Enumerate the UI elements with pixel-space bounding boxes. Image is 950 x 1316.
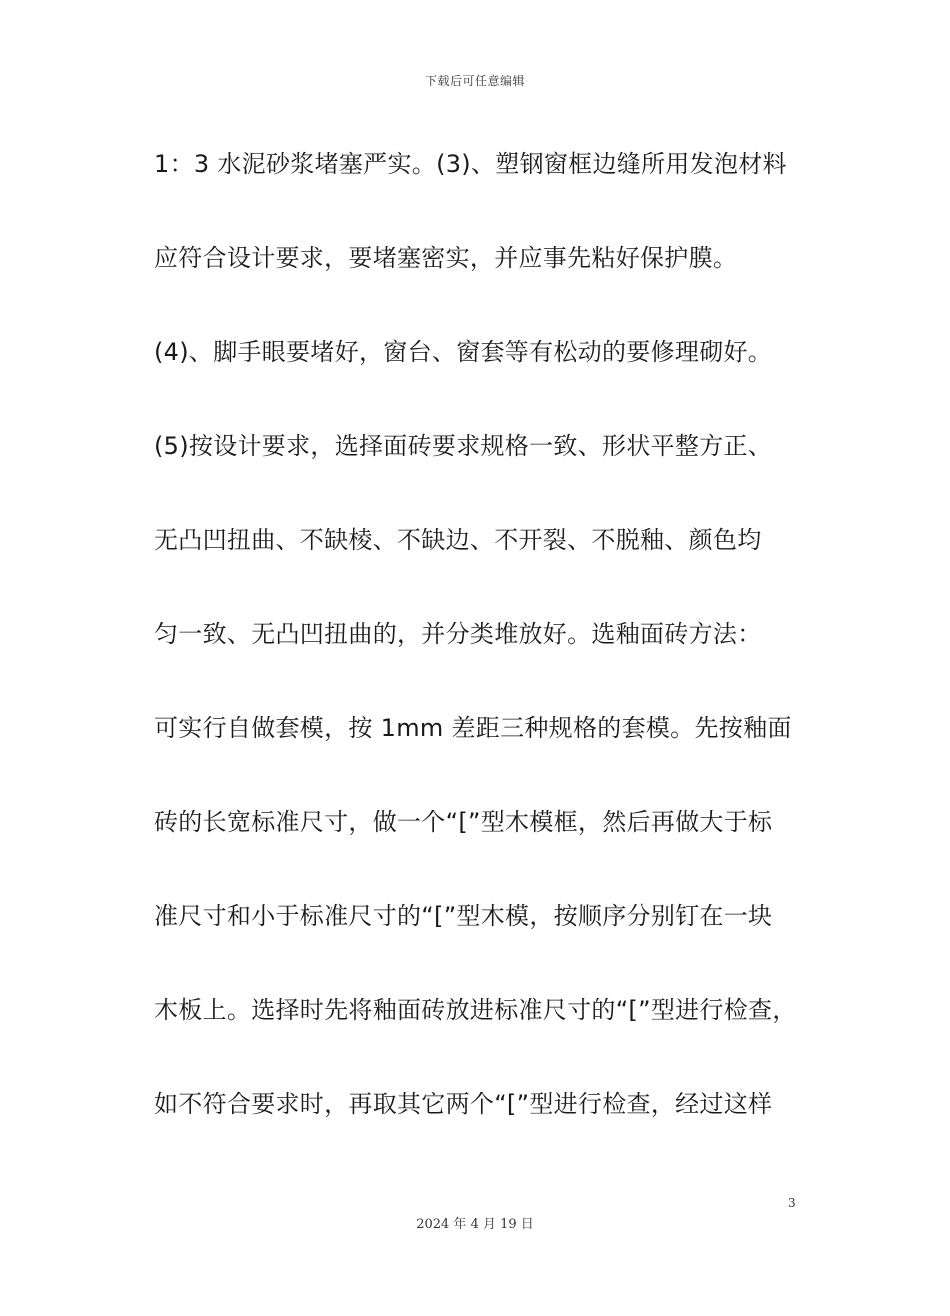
footer-date: 2024 年 4 月 19 日 xyxy=(416,1217,534,1232)
text-line: 应符合设计要求，要堵塞密实，并应事先粘好保护膜。 xyxy=(154,244,738,272)
text-line: (4)、脚手眼要堵好，窗台、窗套等有松动的要修理砌好。 xyxy=(154,338,773,366)
page-number: 3 xyxy=(788,1196,796,1210)
text-line: 准尺寸和小于标准尺寸的“[”型木模，按顺序分别钉在一块 xyxy=(154,902,773,930)
body-text xyxy=(154,140,814,1174)
text-line: 木板上。选择时先将釉面砖放进标准尺寸的“[”型进行检查， xyxy=(154,996,797,1024)
text-line: (5)按设计要求，选择面砖要求规格一致、形状平整方正、 xyxy=(154,432,773,460)
text-line: 匀一致、无凸凹扭曲的，并分类堆放好。选釉面砖方法： xyxy=(154,620,762,648)
text-line: 可实行自做套模，按 1mm 差距三种规格的套模。先按釉面 xyxy=(154,714,792,742)
header-note: 下载后可任意编辑 xyxy=(424,74,525,88)
text-line: 1：3 水泥砂浆堵塞严实。(3)、塑钢窗框边缝所用发泡材料 xyxy=(154,150,787,178)
text-line: 无凸凹扭曲、不缺棱、不缺边、不开裂、不脱釉、颜色均 xyxy=(154,526,762,554)
text-line: 如不符合要求时，再取其它两个“[”型进行检查，经过这样 xyxy=(154,1090,773,1118)
text-line: 砖的长宽标准尺寸，做一个“[”型木模框，然后再做大于标 xyxy=(154,808,773,836)
